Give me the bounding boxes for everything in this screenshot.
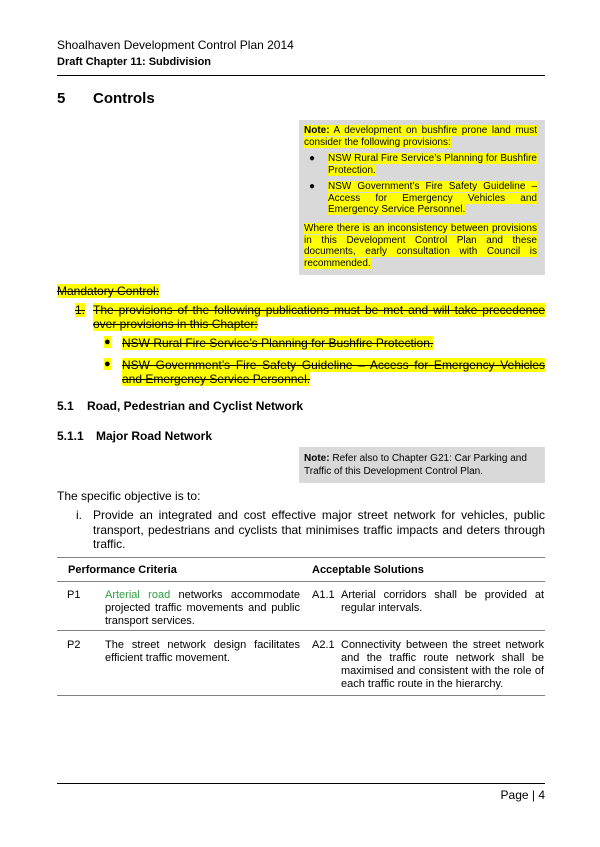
- note-bullet-1: NSW Rural Fire Service’s Planning for Bushfire Protection.: [328, 153, 537, 176]
- document-title: Shoalhaven Development Control Plan 2014: [57, 38, 294, 52]
- section-title: Controls: [93, 90, 155, 107]
- bullet-icon: ●: [309, 181, 316, 192]
- bullet-icon: ●: [104, 336, 111, 348]
- bushfire-note-box: [299, 120, 545, 275]
- mandatory-item-text: The provisions of the following publications must be met and will take precedence over provisions in this Chapter:: [93, 303, 545, 331]
- note-closing: Where there is an inconsistency between provisions in this Development Control Plan and these documents, early consultation with Council is recommended.: [304, 223, 537, 269]
- section-number: 5: [57, 90, 66, 107]
- note-label: Note:: [304, 453, 330, 464]
- note-intro: [304, 125, 537, 148]
- table-header-rule: [57, 581, 545, 582]
- mandatory-control-title: Mandatory Control:: [57, 284, 160, 298]
- mandatory-item-number: 1.: [75, 303, 86, 317]
- table-row-solution-code: A2.1: [312, 639, 335, 651]
- objective-text: Provide an integrated and cost effective major street network for vehicles, public transport, pedestrians and cyclists that minimises traffic impacts and deters through traffic.: [93, 508, 545, 551]
- subsection-title: Road, Pedestrian and Cyclist Network: [87, 399, 304, 413]
- bullet-icon: ●: [309, 153, 316, 164]
- bullet-icon: ●: [104, 358, 111, 370]
- note-intro-text: A development on bushfire prone land must consider the following provisions:: [304, 125, 537, 148]
- objective-numeral: i.: [76, 508, 82, 522]
- page-number: Page | 4: [500, 788, 545, 802]
- subsubsection-number: 5.1.1: [57, 429, 84, 443]
- chapter-title: Draft Chapter 11: Subdivision: [57, 56, 212, 68]
- header-divider: [57, 75, 545, 76]
- footer-divider: [57, 783, 545, 784]
- subsubsection-title: Major Road Network: [96, 429, 213, 443]
- subsection-number: 5.1: [57, 399, 74, 413]
- arterial-road-link[interactable]: Arterial road: [105, 589, 171, 601]
- table-header-performance: Performance Criteria: [68, 564, 177, 576]
- table-header-acceptable: Acceptable Solutions: [312, 564, 424, 576]
- table-bottom-rule: [57, 695, 545, 696]
- table-row-solution: Arterial corridors shall be provided at regular intervals.: [341, 589, 544, 614]
- table-row-rule: [57, 630, 545, 631]
- table-row-code: P2: [67, 639, 81, 651]
- table-top-rule: [57, 557, 545, 558]
- table-row-solution: Connectivity between the street network and the traffic route network shall be maximised and consistent with the role of each traffic route in the hierarchy.: [341, 639, 544, 690]
- table-row-criteria: Arterial road networks accommodate projected traffic movements and public transport services.: [105, 589, 300, 627]
- mandatory-bullet-1: NSW Rural Fire Service’s Planning for Bushfire Protection.: [122, 336, 434, 350]
- note-bullet-2: NSW Government’s Fire Safety Guideline – Access for Emergency Vehicles and Emergency Service Personnel.: [328, 181, 537, 215]
- note-label: Note:: [304, 125, 330, 136]
- mandatory-bullet-2: NSW Government’s Fire Safety Guideline – Access for Emergency Vehicles and Emergency Service Personnel.: [122, 358, 545, 386]
- table-row-criteria: The street network design facilitates efficient traffic movement.: [105, 639, 300, 664]
- chapter-reference-note: [299, 447, 545, 483]
- objective-intro: The specific objective is to:: [57, 489, 201, 503]
- table-row-solution-code: A1.1: [312, 589, 335, 601]
- table-row-code: P1: [67, 589, 81, 601]
- note-text: Refer also to Chapter G21: Car Parking and Traffic of this Development Control Plan.: [304, 453, 527, 477]
